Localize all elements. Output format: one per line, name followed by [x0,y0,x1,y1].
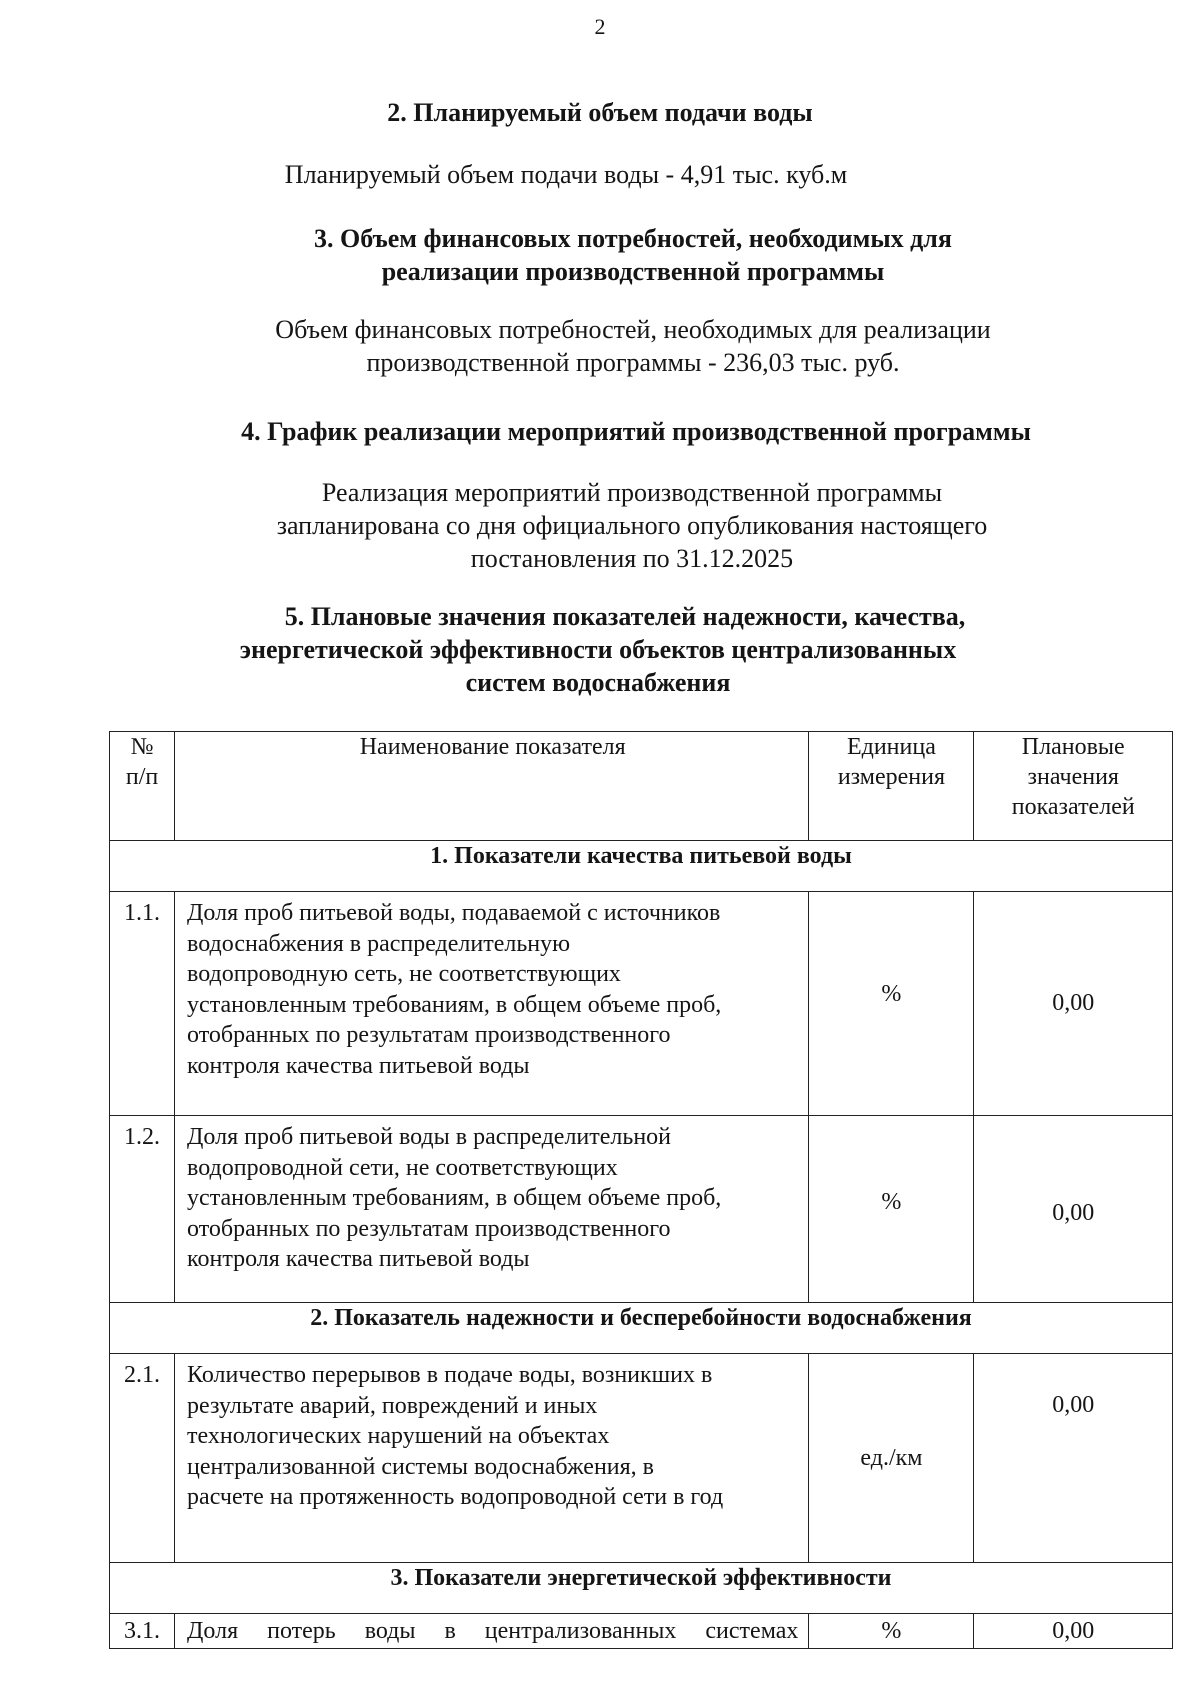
row-1-1-name-line: отобранных по результатам производственного [187,1022,671,1048]
group-title-1: 1. Показатели качества питьевой воды [110,841,1173,892]
row-1-1-num [110,892,175,1116]
row-1-1-name-line: установленным требованиям, в общем объеме проб, [187,991,722,1018]
group-row-1 [110,841,1173,892]
table-row-1-1 [110,892,1173,1116]
row-1-2-name-line: установленным требованиям, в общем объеме проб, [187,1185,722,1211]
header-value-line2: значения [1027,764,1119,790]
header-value [974,732,1173,841]
header-unit-line2: измерения [837,764,946,790]
group-row-2 [110,1303,1173,1354]
section5-title-line2: энергетической эффективности объектов централизованных [239,635,957,664]
row-1-2-name-line: отобранных по результатам производственного [187,1215,671,1242]
section3-text-line1: Объем финансовых потребностей, необходимых для реализации [275,315,991,344]
row-2-1-name-line: централизованной системы водоснабжения, в [187,1453,655,1480]
table-row-2-1 [110,1354,1173,1563]
row-3-1-num: 3.1. [110,1614,175,1649]
row-2-1-value: 0,00 [974,1354,1173,1563]
header-unit-line1: Единица [846,734,936,760]
row-1-1-name [175,892,809,1116]
row-1-2-num [110,1116,175,1303]
row-2-1-name-line: Количество перерывов в подаче воды, возникших в [187,1362,713,1388]
table-header-row [110,732,1173,841]
row-3-1-name-text: Доля потерь воды в централизованных системах [187,1617,799,1644]
section4-text-line2: запланирована со дня официального опубликования настоящего [276,511,988,540]
indicators-table [109,731,1173,1649]
section2-title: 2. Планируемый объем подачи воды [387,98,813,127]
table-row-1-2 [110,1116,1173,1303]
row-1-2-name-line: контроля качества питьевой воды [187,1246,530,1272]
row-3-1-name [175,1614,809,1649]
row-1-1-value: 0,00 [974,892,1173,1116]
row-2-1-name [175,1354,809,1563]
section4-text-line3: постановления по 31.12.2025 [470,544,794,573]
section3-text [33,313,1200,379]
section2-text: Планируемый объем подачи воды - 4,91 тыс. куб.м [284,160,848,189]
row-1-2-name-line: водопроводной сети, не соответствующих [187,1154,618,1181]
section4-text-line1: Реализация мероприятий производственной программы [321,478,943,507]
section4-title: 4. График реализации мероприятий производственной программы [241,417,1031,446]
header-num [110,732,175,841]
header-name: Наименование показателя [175,732,809,841]
section3-title [33,222,1200,288]
header-value-line1: Плановые [1021,734,1125,760]
row-2-1-unit: ед./км [809,1354,974,1563]
group-title-2: 2. Показатель надежности и бесперебойности водоснабжения [110,1303,1173,1354]
section5-title-line3: систем водоснабжения [465,668,731,697]
header-value-line3: показателей [1011,794,1135,820]
row-1-1-name-line: Доля проб питьевой воды, подаваемой с источников [187,900,721,926]
row-1-1-name-line: водопроводную сеть, не соответствующих [187,961,621,987]
row-1-2-value: 0,00 [974,1116,1173,1303]
row-1-1-name-line: водоснабжения в распределительную [187,930,571,957]
section3-text-line2: производственной программы - 236,03 тыс. руб. [366,348,900,377]
section4-text [32,476,1200,575]
row-2-1-name-line: результате аварий, повреждений и иных [187,1392,598,1419]
table-row-3-1 [110,1614,1173,1649]
section5-title [0,600,1198,699]
header-num-line1: № [130,734,154,760]
row-2-1-name-line: технологических нарушений на объектах [187,1423,610,1449]
row-2-1-name-line: расчете на протяженность водопроводной сети в год [187,1484,724,1510]
row-1-2-name-line: Доля проб питьевой воды в распределительной [187,1124,672,1150]
group-row-3 [110,1563,1173,1614]
row-1-2-num-text: 1.2. [124,1124,161,1150]
row-1-2-unit: % [809,1116,974,1303]
row-1-1-num-text: 1.1. [124,900,161,926]
header-num-line2: п/п [125,764,159,790]
row-1-2-name [175,1116,809,1303]
section5-title-line1: 5. Плановые значения показателей надежности, качества, [284,602,966,631]
row-2-1-num [110,1354,175,1563]
row-3-1-unit: % [809,1614,974,1649]
section3-title-line1: 3. Объем финансовых потребностей, необходимых для [314,224,952,253]
section3-title-line2: реализации производственной программы [381,257,885,286]
row-2-1-num-text: 2.1. [124,1362,161,1388]
header-unit [809,732,974,841]
row-3-1-value: 0,00 [974,1614,1173,1649]
page-number: 2 [594,14,606,39]
row-1-1-unit: % [809,892,974,1116]
row-1-1-name-line: контроля качества питьевой воды [187,1052,530,1079]
group-title-3: 3. Показатели энергетической эффективности [110,1563,1173,1614]
